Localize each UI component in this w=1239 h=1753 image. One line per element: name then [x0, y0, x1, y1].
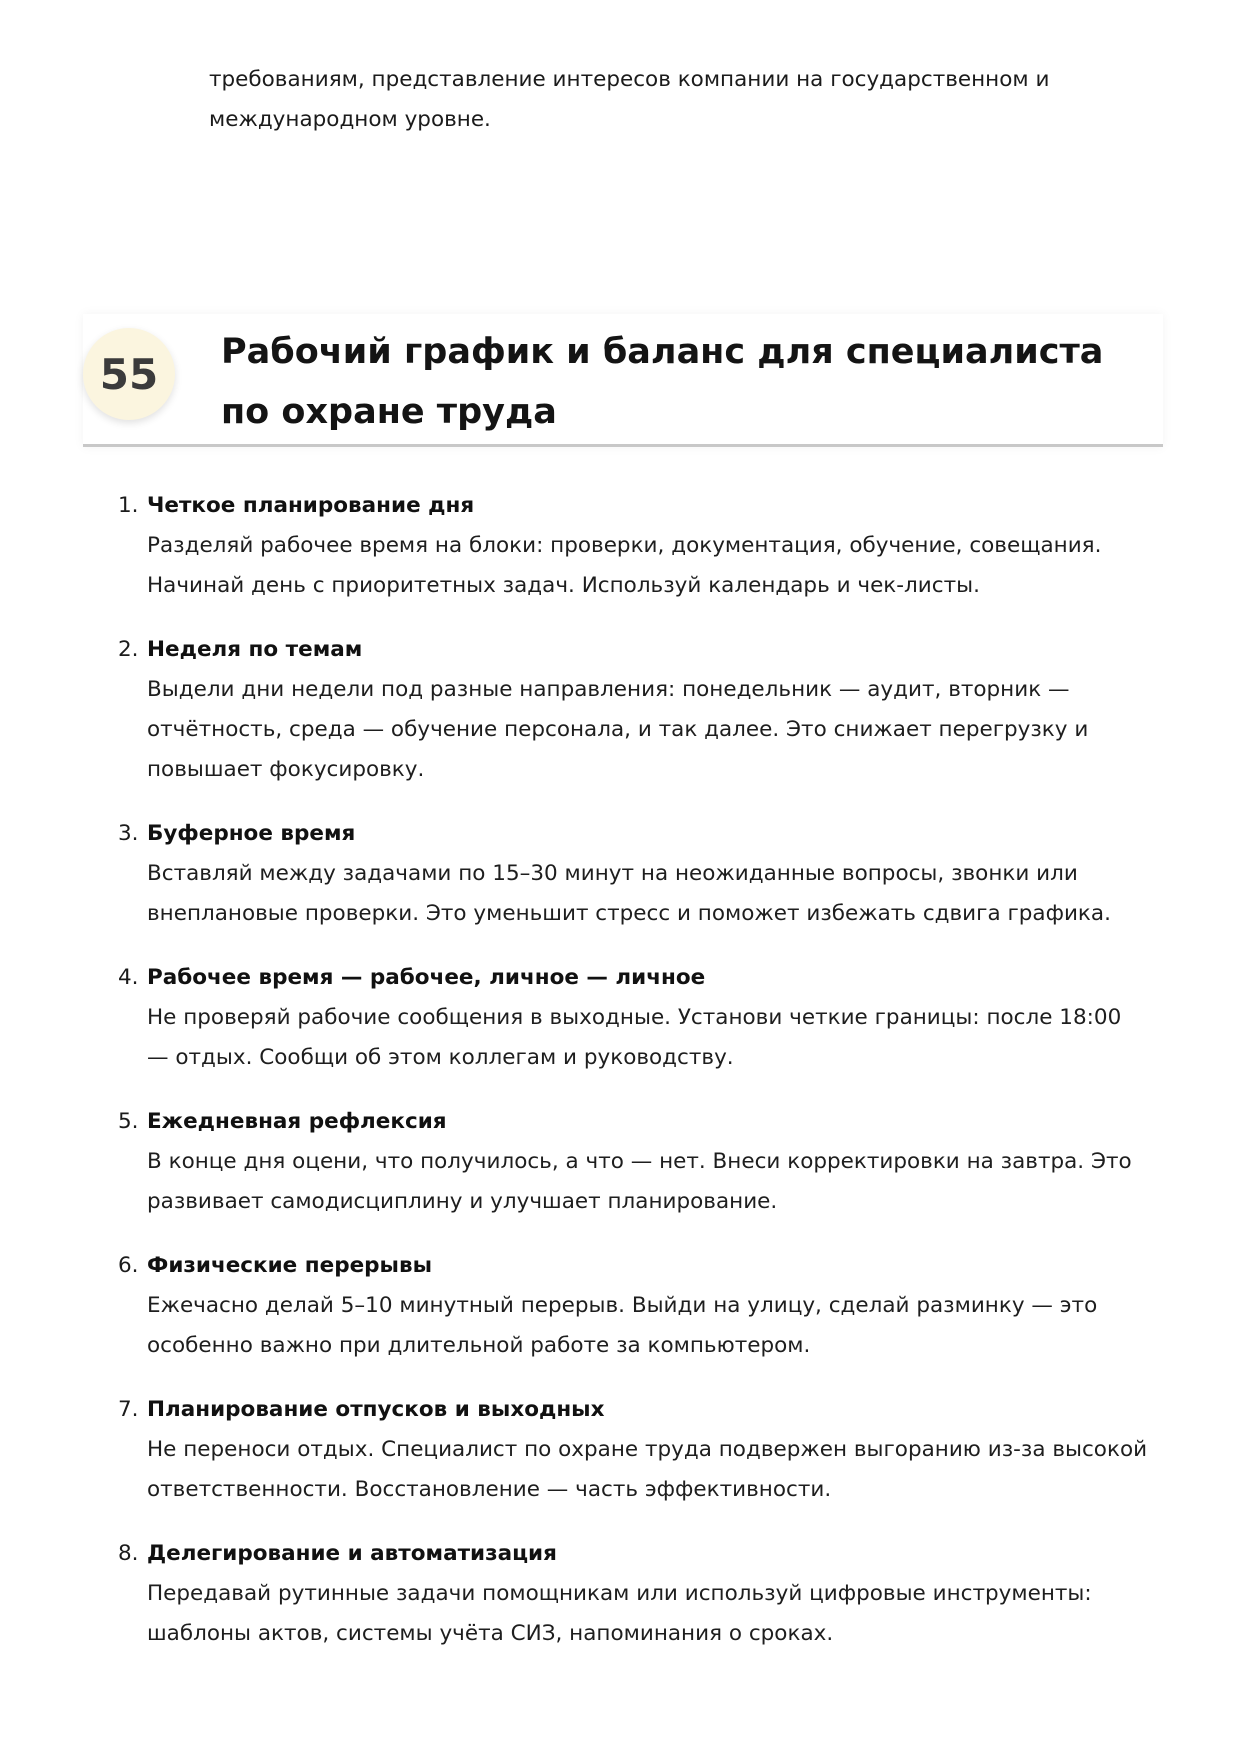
list-item [118, 1102, 1148, 1222]
item-text: В конце дня оцени, что получилось, а что — нет. Внеси корректировки на завтра. Это развивает самодисциплину и улучшает планирование. [147, 1149, 1132, 1214]
item-title: Рабочее время — рабочее, личное — личное [147, 965, 706, 990]
item-number: 2. [118, 637, 139, 662]
list-item [118, 814, 1148, 934]
item-text: Ежечасно делай 5–10 минутный перерыв. Выйди на улицу, сделай разминку — это особенно важно при длительной работе за компьютером. [147, 1293, 1098, 1358]
item-title: Физические перерывы [147, 1253, 433, 1278]
item-title: Ежедневная рефлексия [147, 1109, 447, 1134]
list-item [118, 1246, 1148, 1366]
list-item [118, 1390, 1148, 1510]
section-header [83, 314, 1163, 447]
intro-text: требованиям, представление интересов компании на государственном и международном уровне. [209, 67, 1050, 132]
item-text: Не переноси отдых. Специалист по охране труда подвержен выгоранию из-за высокой ответственности. Восстановление — часть эффективности. [147, 1437, 1148, 1502]
list-item [118, 1534, 1148, 1654]
item-text: Вставляй между задачами по 15–30 минут на неожиданные вопросы, звонки или внеплановые проверки. Это уменьшит стресс и поможет избежать сдвига графика. [147, 861, 1111, 926]
item-text: Не проверяй рабочие сообщения в выходные. Установи четкие границы: после 18:00 — отдых. Сообщи об этом коллегам и руководству. [147, 1005, 1122, 1070]
item-title: Буферное время [147, 821, 356, 846]
item-number: 5. [118, 1109, 139, 1134]
item-title: Планирование отпусков и выходных [147, 1397, 605, 1422]
tips-list [118, 486, 1148, 1678]
item-text: Разделяй рабочее время на блоки: проверки, документация, обучение, совещания. Начинай день с приоритетных задач. Используй календарь и чек-листы. [147, 533, 1102, 598]
item-text: Передавай рутинные задачи помощникам или используй цифровые инструменты: шаблоны актов, системы учёта СИЗ, напоминания о сроках. [147, 1581, 1092, 1646]
item-title: Четкое планирование дня [147, 493, 475, 518]
item-number: 7. [118, 1397, 139, 1422]
list-item [118, 486, 1148, 606]
section-title: Рабочий график и баланс для специалиста по охране труда [221, 332, 1104, 432]
item-number: 6. [118, 1253, 139, 1278]
section-number-badge: 55 [83, 328, 175, 420]
list-item [118, 630, 1148, 790]
item-number: 8. [118, 1541, 139, 1566]
item-text: Выдели дни недели под разные направления: понедельник — аудит, вторник — отчётность, среда — обучение персонала, и так далее. Это снижает перегрузку и повышает фокусировку. [147, 677, 1089, 782]
item-title: Делегирование и автоматизация [147, 1541, 557, 1566]
item-number: 1. [118, 493, 139, 518]
list-item [118, 958, 1148, 1078]
item-title: Неделя по темам [147, 637, 363, 662]
item-number: 3. [118, 821, 139, 846]
intro-paragraph [209, 60, 1149, 140]
item-number: 4. [118, 965, 139, 990]
